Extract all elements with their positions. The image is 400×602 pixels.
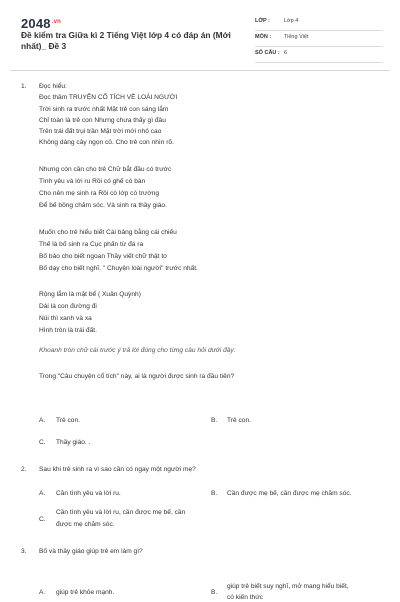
poem-line: Tình yêu và lời ru Rồi có ghế có bàn xyxy=(39,178,146,185)
poem-line: Nhưng còn cần cho trẻ Chữ bắt đầu có trước xyxy=(39,166,172,173)
reading-intro: Đọc hiểu: xyxy=(39,83,67,90)
poem-line: Bố bảo cho biết ngoan Thầy viết chữ thật to xyxy=(39,253,167,260)
poem-line: Dài là con đường đi xyxy=(39,303,97,310)
option-c-line[interactable]: được mẹ chăm sóc. xyxy=(56,521,115,528)
poem-line: Không dáng cây ngọn cỏ. Cho trẻ con nhìn rõ. xyxy=(39,139,174,146)
meta-value: 6 xyxy=(284,50,288,56)
poem-line: Cho nên mẹ sinh ra Rồi có lớp có trường xyxy=(39,190,160,197)
poem-line: Trên trái đất trụi trần Mặt trời mới nhô cao xyxy=(39,128,162,135)
meta-value: Tiếng Việt xyxy=(284,34,309,40)
question-text: Sau khi trẻ sinh ra vì sao cần có ngay một người mẹ? xyxy=(39,466,196,473)
option-letter: C. xyxy=(39,439,46,446)
poem-line: Muốn cho trẻ hiểu biết Cái bảng bằng cái chiếu xyxy=(39,229,177,236)
meta-row-class xyxy=(255,15,383,31)
poem-line: Thế là bố sinh ra Cục phấn từ đá ra xyxy=(39,241,144,248)
option-letter: B. xyxy=(211,589,218,596)
poem-line: Chỉ toàn là trẻ con Nhưng chưa thấy gì đâu xyxy=(39,117,166,124)
option-letter: A. xyxy=(39,417,46,424)
option-letter: B. xyxy=(211,490,218,497)
meta-table xyxy=(255,15,383,63)
option-letter: A. xyxy=(39,490,46,497)
option-letter: C. xyxy=(39,516,46,523)
option-b[interactable]: Trẻ con. xyxy=(227,417,251,424)
logo-suffix: .vn xyxy=(51,19,62,25)
meta-label: MÔN : xyxy=(255,34,272,40)
option-b-line[interactable]: có kiến thức xyxy=(227,594,263,601)
poem-line: Bố dạy cho biết nghĩ. " Chuyện loài người" trước nhất. xyxy=(39,265,198,272)
poem-title: Đọc thầm TRUYỆN CỔ TÍCH VỀ LOÀI NGƯỜI xyxy=(39,94,178,101)
meta-value: Lớp 4 xyxy=(284,18,299,24)
meta-row-subject xyxy=(255,31,383,47)
option-letter: B. xyxy=(211,417,218,424)
poem-line: Trời sinh ra trước nhất Mặt trẻ con sáng lắm xyxy=(39,106,169,113)
poem-line: Núi thì xanh và xa xyxy=(39,315,92,322)
option-a[interactable]: Cần tình yêu và lời ru. xyxy=(56,490,121,497)
site-logo[interactable] xyxy=(21,16,61,31)
question-number: 3. xyxy=(21,548,27,555)
meta-label: SỐ CÂU : xyxy=(255,50,280,56)
option-letter: A. xyxy=(39,589,46,596)
meta-row-count xyxy=(255,47,383,63)
option-c-line[interactable]: Cần tình yêu và lời ru, cần được mẹ bế, cần xyxy=(56,509,186,516)
meta-label: LỚP : xyxy=(255,18,270,24)
option-c[interactable]: Thầy giáo. . xyxy=(56,439,91,446)
option-a[interactable]: giúp trẻ khỏe mạnh. xyxy=(56,589,115,596)
document-title: Đề kiểm tra Giữa kì 2 Tiếng Việt lớp 4 có đáp án (Mới nhất)_ Đề 3 xyxy=(21,30,231,51)
header-divider xyxy=(10,70,390,71)
instruction-text: Khoanh tròn chữ cái trước ý trả lời đúng cho từng câu hỏi dưới đây: xyxy=(39,347,236,354)
question-text: Bố và thầy giáo giúp trẻ em làm gì? xyxy=(39,548,143,555)
poem-line: Hình tròn là trái đất. xyxy=(39,327,97,334)
poem-line: Rộng lắm là mặt bể ( Xuân Quỳnh) xyxy=(39,291,141,298)
option-b-line[interactable]: giúp trẻ biết suy nghĩ, mở mang hiểu biết, xyxy=(227,583,349,590)
question-text: Trong "Câu chuyện cổ tích" này, ai là người được sinh ra đầu tiên? xyxy=(39,373,235,380)
option-a[interactable]: Trẻ con. xyxy=(56,417,80,424)
logo-main: 2048 xyxy=(21,16,51,31)
question-number: 2. xyxy=(21,466,27,473)
poem-line: Để bế bồng chăm sóc. Và sinh ra thầy giáo. xyxy=(39,202,167,209)
option-b[interactable]: Cần được mẹ bế, cần được mẹ chăm sóc. xyxy=(227,490,352,497)
question-number: 1. xyxy=(21,83,27,90)
